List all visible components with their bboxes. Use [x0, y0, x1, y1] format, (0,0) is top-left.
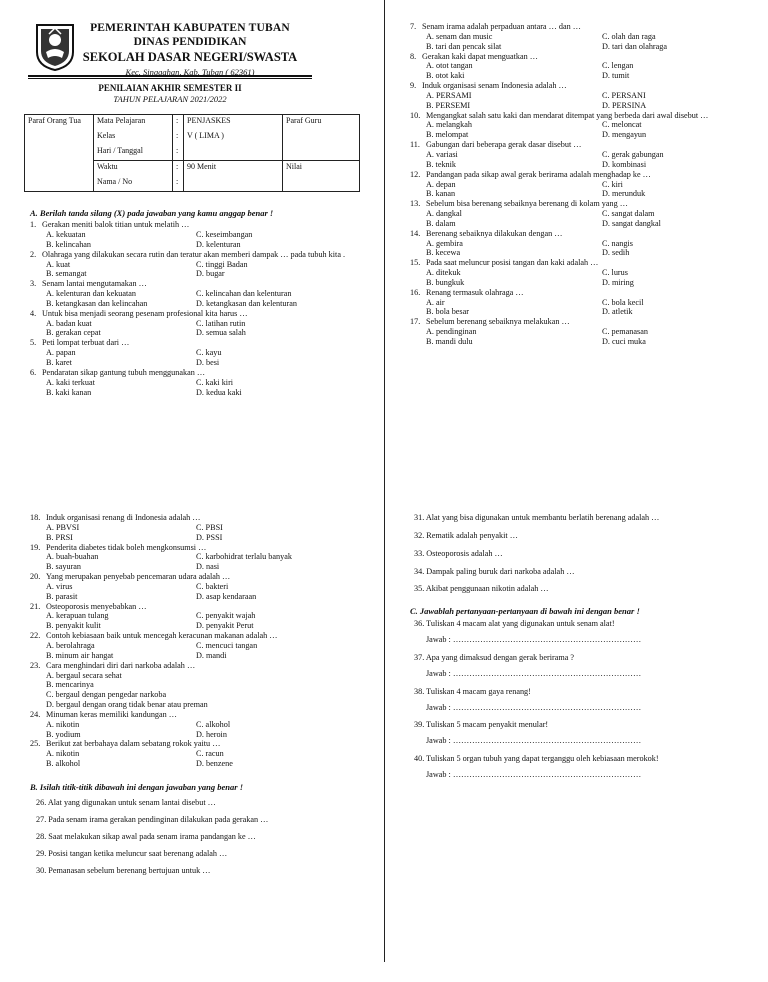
answer-option[interactable]: B. yodium [46, 729, 81, 739]
question-text [410, 258, 755, 268]
answer-option[interactable]: D. sedih [602, 248, 630, 258]
answer-option[interactable]: B. semangat [46, 269, 87, 279]
answer-options [46, 582, 375, 602]
question-item [410, 81, 755, 111]
question-text [410, 288, 755, 298]
answer-option[interactable]: A. senam dan music [426, 31, 493, 41]
question-stem: Pada saat meluncur posisi tangan dan kaki adalah … [426, 258, 599, 268]
answer-option[interactable]: B. otot kaki [426, 71, 465, 81]
answer-options [426, 180, 755, 200]
class-value: V ( LIMA ) [184, 130, 283, 145]
answer-options [426, 298, 755, 318]
question-number: 22. [30, 631, 41, 641]
answer-options [426, 239, 755, 259]
answer-option[interactable]: C. pemanasan [602, 327, 648, 337]
colon: : [173, 161, 184, 177]
answer-option[interactable]: A. nikotin [46, 719, 80, 729]
answer-options [426, 268, 755, 288]
essay-question: 40. Tuliskan 5 organ tubuh yang dapat terganggu oleh kebiasaan merokok! [414, 754, 659, 764]
question-item [30, 250, 370, 280]
answer-option[interactable]: C. sangat dalam [602, 209, 655, 219]
teacher-sign-space [283, 145, 360, 161]
answer-option[interactable]: C. gerak gabungan [602, 149, 664, 159]
answer-option[interactable]: D. sangat dangkal [602, 218, 661, 228]
question-number: 8. [410, 51, 417, 61]
colon: : [173, 115, 184, 131]
question-text [30, 602, 375, 612]
fill-in-question: 28. Saat melakukan sikap awal pada senam irama pandangan ke … [36, 831, 256, 841]
fill-in-question: 35. Akibat penggunaan nikotin adalah … [414, 584, 549, 594]
answer-options [426, 32, 755, 52]
gov-title: PEMERINTAH KABUPATEN TUBAN [90, 22, 290, 34]
question-stem: Sebelum berenang sebaiknya melakukan … [426, 317, 570, 327]
answer-option[interactable]: B. dalam [426, 218, 456, 228]
answer-option[interactable]: C. PBSI [196, 522, 223, 532]
answer-option[interactable]: A. kuat [46, 259, 71, 269]
answer-options [46, 348, 370, 368]
question-item [410, 199, 755, 229]
section-c-title: C. Jawablah pertanyaan-pertanyaan di bawah ini dengan benar ! [410, 606, 640, 617]
question-text [30, 661, 375, 671]
teacher-sign-space [283, 130, 360, 145]
answer-option[interactable]: A. kelenturan dan kekuatan [46, 289, 137, 299]
colon: : [173, 145, 184, 161]
question-text [410, 81, 755, 91]
question-item [30, 661, 375, 710]
answer-option[interactable]: A. melangkah [426, 120, 472, 130]
question-stem: Minuman keras memiliki kandungan … [46, 709, 177, 719]
question-number: 10. [410, 110, 421, 120]
office-title: DINAS PENDIDIKAN [133, 35, 247, 48]
student-info-table [24, 114, 360, 192]
question-stem: Berikut zat berbahaya dalam sebatang rokok yaitu … [46, 739, 221, 749]
answer-options [46, 378, 370, 398]
answer-option[interactable]: D. benzene [196, 759, 233, 769]
answer-option[interactable]: B. sayuran [46, 562, 82, 572]
answer-line[interactable]: Jawab : …………………………………………………………… [426, 770, 642, 779]
answer-option[interactable]: A. nikotin [46, 749, 80, 759]
question-item [410, 170, 755, 200]
question-item [30, 543, 375, 573]
question-stem: Cara menghindari diri dari narkoba adalah … [46, 660, 196, 670]
answer-options [426, 91, 755, 111]
question-item [410, 229, 755, 259]
answer-option[interactable]: D. heroin [196, 729, 227, 739]
answer-option[interactable]: A. air [426, 297, 445, 307]
date-label: Hari / Tanggal [94, 145, 173, 161]
answer-option[interactable]: A. variasi [426, 149, 458, 159]
answer-option[interactable]: D. semua salah [196, 328, 246, 338]
question-stem: Yang merupakan penyebab pencemaran udara adalah … [46, 572, 231, 582]
question-item [410, 140, 755, 170]
question-stem: Pendaratan sikap gantung tubuh menggunakan … [42, 367, 206, 377]
question-text [410, 317, 755, 327]
question-number: 13. [410, 199, 421, 209]
answer-option[interactable]: D. tari dan olahraga [602, 41, 668, 51]
letterhead-rule [28, 75, 312, 79]
question-number: 11. [410, 140, 420, 150]
question-item [30, 220, 370, 250]
essay-question: 38. Tuliskan 4 macam gaya renang! [414, 686, 531, 696]
answer-option[interactable]: A. otot tangan [426, 61, 473, 71]
subject-label: Mata Pelajaran [94, 115, 173, 131]
question-text [30, 338, 370, 348]
answer-option[interactable]: A. badan kuat [46, 318, 92, 328]
answer-option[interactable]: A. buah-buahan [46, 552, 99, 562]
answer-option[interactable]: A. kekuatan [46, 230, 86, 240]
essay-question: 36. Tuliskan 4 macam alat yang digunakan untuk senam alat! [414, 619, 615, 629]
answer-options [426, 150, 755, 170]
question-item [30, 710, 375, 740]
colon: : [173, 176, 184, 192]
question-number: 3. [30, 279, 37, 289]
time-value: 90 Menit [184, 161, 283, 177]
answer-option[interactable]: D. mandi [196, 650, 227, 660]
answer-options [46, 671, 375, 710]
question-text [30, 739, 375, 749]
answer-option[interactable]: C. penyakit wajah [196, 611, 256, 621]
question-stem: Penderita diabetes tidak boleh mengkonsumsi … [46, 542, 207, 552]
question-number: 6. [30, 367, 37, 377]
answer-option[interactable]: C. latihan rutin [196, 318, 246, 328]
question-text [30, 309, 370, 319]
question-item [30, 338, 370, 368]
answer-option[interactable]: A. pendinginan [426, 327, 477, 337]
answer-options [426, 61, 755, 81]
question-stem: Contoh kebiasaan baik untuk mencegah keracunan makanan adalah … [46, 631, 278, 641]
answer-option[interactable]: C. kelincahan dan kelenturan [196, 289, 292, 299]
answer-option[interactable]: C. mencuci tangan [196, 640, 258, 650]
question-item [410, 317, 755, 347]
answer-option[interactable]: B. bungkuk [426, 277, 465, 287]
answer-option[interactable]: A. dangkal [426, 209, 462, 219]
question-text [410, 52, 755, 62]
question-item [410, 111, 755, 141]
class-label: Kelas [94, 130, 173, 145]
answer-options [426, 120, 755, 140]
question-number: 15. [410, 258, 421, 268]
question-text [30, 572, 375, 582]
answer-option[interactable]: B. minum air hangat [46, 650, 114, 660]
answer-options [46, 289, 370, 309]
answer-option[interactable]: C. karbohidrat terlalu banyak [196, 552, 292, 562]
question-item [30, 739, 375, 769]
answer-option[interactable]: B. tari dan pencak silat [426, 41, 502, 51]
answer-option[interactable]: B. PERSEMI [426, 100, 471, 110]
answer-option[interactable]: D. merunduk [602, 189, 646, 199]
question-text [410, 170, 755, 180]
answer-option[interactable]: A. papan [46, 348, 76, 358]
question-text [30, 513, 375, 523]
answer-option[interactable]: C. keseimbangan [196, 230, 253, 240]
answer-options [46, 720, 375, 740]
answer-option[interactable]: C. kayu [196, 348, 222, 358]
answer-options [46, 523, 375, 543]
answer-option[interactable]: B. kecewa [426, 248, 461, 258]
answer-option[interactable]: B. parasit [46, 591, 78, 601]
answer-option[interactable]: D. atletik [602, 307, 633, 317]
fill-in-question: 29. Posisi tangan ketika meluncur saat berenang adalah … [36, 848, 228, 858]
answer-option[interactable]: D. ketangkasan dan kelenturan [196, 298, 297, 308]
question-stem: Untuk bisa menjadi seorang pesenam profesional kita harus … [42, 308, 248, 318]
answer-options [46, 641, 375, 661]
exam-heading [28, 83, 312, 104]
question-number: 24. [30, 709, 41, 719]
question-item [30, 309, 370, 339]
answer-option[interactable]: C. racun [196, 749, 224, 759]
question-number: 25. [30, 739, 41, 749]
answer-option[interactable]: D. nasi [196, 562, 220, 572]
question-number: 23. [30, 660, 41, 670]
answer-line[interactable]: Jawab : …………………………………………………………… [426, 702, 642, 712]
answer-options [426, 209, 755, 229]
exam-title: PENILAIAN AKHIR SEMESTER II [98, 83, 242, 93]
answer-option[interactable]: D. kedua kaki [196, 387, 242, 397]
answer-options [46, 319, 370, 339]
question-stem: Pandangan pada sikap awal gerak berirama adalah menghadap ke … [426, 169, 651, 179]
answer-option[interactable]: C. bola kecil [602, 297, 644, 307]
question-stem: Gerakan kaki dapat menguatkan … [422, 51, 538, 61]
question-text [30, 543, 375, 553]
question-text [410, 199, 755, 209]
question-stem: Gerakan meniti balok titian untuk melatih … [42, 220, 190, 230]
column-divider [384, 0, 385, 962]
answer-option[interactable]: D. besi [196, 358, 220, 367]
section-a-left [30, 208, 370, 397]
question-stem: Osteoporosis menyebabkan … [46, 601, 147, 611]
question-item [30, 631, 375, 661]
answer-option[interactable]: B. alkohol [46, 759, 81, 769]
letterhead [82, 22, 298, 77]
question-text [410, 229, 755, 239]
question-number: 1. [30, 220, 37, 230]
date-value[interactable] [184, 145, 283, 161]
question-number: 16. [410, 287, 421, 297]
answer-option[interactable]: A. kerapuan tulang [46, 611, 109, 621]
answer-option[interactable]: D. PERSINA [602, 100, 647, 110]
exam-year: TAHUN PELAJARAN 2021/2022 [113, 93, 227, 104]
answer-line[interactable]: Jawab : …………………………………………………………… [426, 668, 642, 678]
answer-option[interactable]: C. meloncat [602, 120, 642, 130]
teacher-sign-cell: Paraf Guru [283, 115, 360, 131]
question-item [30, 602, 375, 632]
question-number: 20. [30, 572, 41, 582]
answer-option[interactable]: C. nangis [602, 238, 633, 248]
question-number: 19. [30, 542, 41, 552]
question-text [30, 279, 370, 289]
answer-option[interactable]: A. berolahraga [46, 640, 95, 650]
answer-option[interactable]: C. kiri [602, 179, 623, 189]
question-item [30, 572, 375, 602]
section-a-right [410, 22, 755, 347]
answer-option[interactable]: B. kelincahan [46, 239, 92, 249]
question-stem: Peti lompat terbuat dari … [42, 338, 130, 348]
answer-options [46, 611, 375, 631]
answer-line[interactable]: Jawab : …………………………………………………………… [426, 736, 642, 746]
fill-in-question: 30. Pemanasan sebelum berenang bertujuan untuk … [36, 865, 211, 875]
fill-in-question: 27. Pada senam irama gerakan pendinginan dilakukan pada gerakan … [36, 814, 269, 824]
fill-in-question: 26. Alat yang digunakan untuk senam lantai disebut … [36, 798, 216, 808]
answer-option[interactable]: A. gembira [426, 238, 463, 248]
answer-option[interactable]: C. alkohol [196, 719, 231, 729]
question-text [30, 220, 370, 230]
question-item [30, 279, 370, 309]
question-stem: Renang termasuk olahraga … [426, 287, 524, 297]
answer-options [426, 327, 755, 347]
answer-option[interactable]: A. virus [46, 581, 73, 591]
fill-in-question: 34. Dampak paling buruk dari narkoba adalah … [414, 566, 575, 576]
section-a-bottom [30, 513, 375, 882]
answer-options [46, 260, 370, 280]
fill-in-question: 31. Alat yang bisa digunakan untuk membantu berlatih berenang adalah … [414, 513, 660, 522]
question-number: 2. [30, 249, 37, 259]
answer-line[interactable]: Jawab : …………………………………………………………… [426, 635, 642, 645]
question-text [410, 140, 755, 150]
answer-option[interactable]: D. miring [602, 277, 634, 287]
answer-option[interactable]: C. bakteri [196, 581, 229, 591]
question-number: 7. [410, 22, 417, 31]
answer-option[interactable]: B. karet [46, 358, 72, 367]
answer-option[interactable]: D. kelenturan [196, 239, 241, 249]
regency-emblem-icon [34, 22, 76, 72]
question-text [30, 250, 370, 260]
answer-option[interactable]: A. ditekuk [426, 268, 461, 278]
answer-option[interactable]: C. bergaul dengan pengedar narkoba [46, 690, 167, 700]
answer-option[interactable]: D. asap kendaraan [196, 591, 257, 601]
question-stem: Sebelum bisa berenang sebaiknya berenang di kolam yang … [426, 199, 628, 209]
question-stem: Induk organisasi senam Indonesia adalah … [422, 81, 567, 91]
answer-option[interactable]: A. bergaul secara sehat [46, 670, 122, 680]
answer-option[interactable]: C. PERSANI [602, 90, 646, 100]
subject-value: PENJASKES [184, 115, 283, 131]
answer-option[interactable]: C. tinggi Badan [196, 259, 248, 269]
name-label: Nama / No [94, 176, 173, 192]
section-b-c-right [410, 513, 755, 788]
question-stem: Induk organisasi renang di Indonesia adalah … [46, 513, 201, 522]
answer-option[interactable]: D. cuci muka [602, 337, 646, 346]
question-stem: Berenang sebaiknya dilakukan dengan … [426, 228, 563, 238]
answer-option[interactable]: D. penyakit Perut [196, 621, 254, 631]
answer-option[interactable]: D. tumit [602, 71, 630, 81]
question-stem: Senam irama adalah perpaduan antara … dan … [422, 22, 581, 31]
answer-option[interactable]: A. PERSAMI [426, 90, 472, 100]
question-number: 17. [410, 317, 421, 327]
question-text [30, 710, 375, 720]
question-stem: Gabungan dari beberapa gerak dasar disebut … [426, 140, 582, 150]
question-item [30, 513, 375, 543]
answer-option[interactable]: B. kanan [426, 189, 456, 199]
question-text [30, 368, 370, 378]
school-address: Kec. Singgahan, Kab. Tuban ( 62361) [125, 66, 255, 77]
question-item [410, 288, 755, 318]
answer-option[interactable]: C. lengan [602, 61, 634, 71]
question-item [410, 52, 755, 82]
answer-option[interactable]: D. PSSI [196, 532, 223, 542]
answer-option[interactable]: C. kaki kiri [196, 377, 234, 387]
question-item [30, 368, 370, 398]
parent-sign-cell: Paraf Orang Tua [25, 115, 94, 192]
answer-option[interactable]: B. mencarinya [46, 680, 94, 690]
question-item [410, 22, 755, 52]
question-item [410, 258, 755, 288]
question-stem: Senam lantai mengutamakan … [42, 279, 147, 289]
answer-option[interactable]: C. lurus [602, 268, 628, 278]
answer-option[interactable]: D. kombinasi [602, 159, 647, 169]
score-cell: Nilai [283, 161, 360, 192]
question-text [30, 631, 375, 641]
question-stem: Mengangkat salah satu kaki dan mendarat ditempat yang berbeda dari awal disebut … [426, 110, 709, 120]
answer-option[interactable]: B. gerakan cepat [46, 328, 101, 338]
fill-in-question: 33. Osteoporosis adalah … [414, 548, 503, 558]
essay-question: 37. Apa yang dimaksud dengan gerak berirama ? [414, 653, 575, 663]
time-label: Waktu [94, 161, 173, 177]
answer-option[interactable]: A. PBVSI [46, 522, 80, 532]
answer-options [46, 552, 375, 572]
question-stem: Olahraga yang dilakukan secara rutin dan teratur akan memberi dampak … pada tubuh kita . [42, 249, 346, 259]
answer-option[interactable]: B. PRSI [46, 532, 73, 542]
fill-in-question: 32. Rematik adalah penyakit … [414, 530, 518, 540]
answer-option[interactable]: B. kaki kanan [46, 387, 92, 397]
answer-option[interactable]: C. olah dan raga [602, 31, 656, 41]
question-number: 18. [30, 513, 41, 522]
question-text [410, 22, 755, 32]
answer-option[interactable]: A. kaki terkuat [46, 377, 95, 387]
question-number: 4. [30, 308, 37, 318]
question-number: 9. [410, 81, 417, 91]
answer-option[interactable]: B. melompat [426, 130, 469, 140]
colon: : [173, 130, 184, 145]
answer-option[interactable]: B. ketangkasan dan kelincahan [46, 298, 148, 308]
answer-option[interactable]: D. mengayun [602, 130, 647, 140]
question-number: 14. [410, 228, 421, 238]
answer-option[interactable]: B. bola besar [426, 307, 469, 317]
section-b-title: B. Isilah titik-titik dibawah ini dengan jawaban yang benar ! [30, 781, 244, 792]
section-a-title: A. Berilah tanda silang (X) pada jawaban yang kamu anggap benar ! [30, 208, 274, 218]
answer-option[interactable]: B. penyakit kulit [46, 621, 101, 631]
answer-option[interactable]: D. bergaul dengan orang tidak benar atau preman [46, 700, 208, 710]
answer-option[interactable]: B. mandi dulu [426, 337, 473, 346]
answer-options [46, 230, 370, 250]
question-text [410, 111, 755, 121]
answer-options [46, 749, 375, 769]
answer-option[interactable]: A. depan [426, 179, 456, 189]
answer-option[interactable]: D. bugar [196, 269, 225, 279]
essay-question: 39. Tuliskan 5 macam penyakit menular! [414, 720, 549, 730]
question-number: 12. [410, 169, 421, 179]
name-value[interactable] [184, 176, 283, 192]
question-number: 5. [30, 338, 37, 348]
school-title: SEKOLAH DASAR NEGERI/SWASTA [82, 49, 298, 64]
question-number: 21. [30, 601, 41, 611]
answer-option[interactable]: B. teknik [426, 159, 457, 169]
